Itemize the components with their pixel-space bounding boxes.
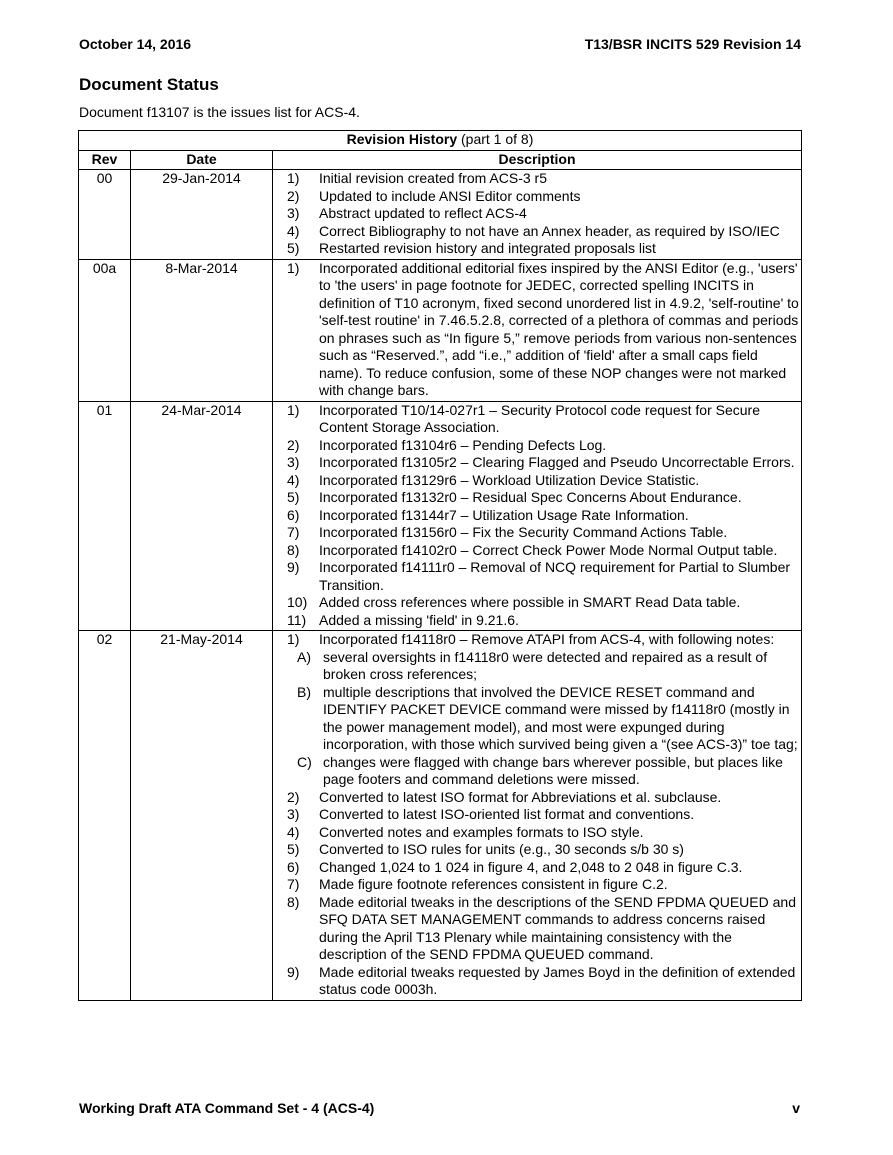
list-item-number: 1) <box>287 631 300 647</box>
list-item <box>287 260 801 400</box>
table-row <box>79 401 802 631</box>
list-item <box>287 205 801 223</box>
list-item <box>287 170 801 188</box>
list-item-number: 3) <box>287 205 300 221</box>
list-item-number: 3) <box>287 454 300 470</box>
list-item-number: 2) <box>287 788 300 805</box>
table-caption <box>79 131 802 151</box>
footer-page-number: v <box>792 1100 800 1116</box>
list-item-text: Changed 1,024 to 1 024 in figure 4, and 2,048 to 2 048 in figure C.3. <box>319 858 743 875</box>
list-item <box>287 876 801 894</box>
list-item-text: Abstract updated to reflect ACS-4 <box>319 205 527 221</box>
list-item-number: 6) <box>287 506 300 523</box>
list-item <box>287 859 801 877</box>
list-item <box>287 964 801 999</box>
rev-cell: 00 <box>79 170 131 260</box>
list-item-text: several oversights in f14118r0 were detected and repaired as a result of broken cross references; <box>323 648 768 682</box>
table-row <box>79 170 802 260</box>
table-row <box>79 631 802 1001</box>
list-item-text: Incorporated f13132r0 – Residual Spec Concerns About Endurance. <box>319 489 742 505</box>
list-item <box>287 437 801 455</box>
list-item <box>287 240 801 258</box>
list-item-text: Incorporated f14118r0 – Remove ATAPI from ACS-4, with following notes: <box>319 631 775 647</box>
list-item-text: Incorporated f14111r0 – Removal of NCQ requirement for Partial to Slumber Transition. <box>319 559 791 593</box>
revision-history-table <box>78 130 802 1001</box>
list-item-number: 5) <box>287 240 300 256</box>
list-item-number: 2) <box>287 187 300 204</box>
date-cell: 24-Mar-2014 <box>131 401 273 631</box>
list-item <box>287 594 801 612</box>
date-cell: 21-May-2014 <box>131 631 273 1001</box>
list-item-number: 8) <box>287 893 300 910</box>
list-item <box>287 789 801 807</box>
list-item-text: Converted to ISO rules for units (e.g., 30 seconds s/b 30 s) <box>319 841 684 857</box>
list-item-number: C) <box>297 753 312 770</box>
list-item-text: Converted to latest ISO format for Abbreviations et al. subclause. <box>319 788 722 805</box>
rev-cell: 00a <box>79 259 131 401</box>
list-item-text: Initial revision created from ACS-3 r5 <box>319 170 547 186</box>
header-date: October 14, 2016 <box>79 36 192 52</box>
list-item-number: 8) <box>287 541 300 558</box>
list-item-text: Incorporated f13144r7 – Utilization Usage Rate Information. <box>319 506 689 523</box>
list-item-text: Added a missing 'field' in 9.21.6. <box>319 611 519 628</box>
list-item <box>287 631 801 649</box>
list-item-text: Incorporated f13129r6 – Workload Utilization Device Statistic. <box>319 471 700 488</box>
list-item <box>287 841 801 859</box>
table-caption-bold: Revision History <box>346 131 458 147</box>
list-item-text: Converted to latest ISO-oriented list format and conventions. <box>319 806 695 822</box>
list-item-number: 6) <box>287 858 300 875</box>
list-item <box>287 188 801 206</box>
rev-cell: 02 <box>79 631 131 1001</box>
table-body <box>79 170 802 1001</box>
list-item-number: 1) <box>287 170 300 186</box>
list-item-text: Correct Bibliography to not have an Annex header, as required by ISO/IEC <box>319 222 780 239</box>
list-item-number: 10) <box>287 594 308 610</box>
list-item-text: Incorporated additional editorial fixes inspired by the ANSI Editor (e.g., 'users' to 'the users' in page footnote for JEDEC, corrected spelling INCITS in definition of T10 acronym, fixed second unordered list in 4.9.2, 'self-routine' to 'self-test routine' in 7.46.5.2.8, corrected of a plethora of commas and periods on phrases such as “In figure 5,” remove periods from various non-sentences such as “Reserved.”, add “i.e.,” addition of 'field' after a small caps field name). To reduce confusion, some of these NOP changes were not marked with change bars. <box>319 259 799 398</box>
list-item-number: 7) <box>287 876 300 892</box>
list-item-number: B) <box>297 683 311 700</box>
list-item-text: multiple descriptions that involved the DEVICE RESET command and IDENTIFY PACKET DEVICE command were missed by f14118r0 (mostly in the power management model), and most were expunged during incorporation, with those which survived being given a “(see ACS-3)” toe tag; <box>323 683 798 752</box>
table-caption-rest: (part 1 of 8) <box>457 131 534 147</box>
column-header-rev: Rev <box>79 151 131 170</box>
date-cell: 29-Jan-2014 <box>131 170 273 260</box>
list-item-text: Made figure footnote references consistent in figure C.2. <box>319 876 668 892</box>
list-item-number: 7) <box>287 524 300 540</box>
description-cell <box>273 259 802 401</box>
list-item-number: 9) <box>287 963 300 980</box>
list-item <box>287 894 801 964</box>
list-item-number: 9) <box>287 559 300 575</box>
list-item <box>287 612 801 630</box>
date-cell: 8-Mar-2014 <box>131 259 273 401</box>
description-cell <box>273 401 802 631</box>
sub-list-item <box>287 649 801 684</box>
list-item <box>287 524 801 542</box>
list-item-number: 3) <box>287 806 300 822</box>
list-item-text: Added cross references where possible in SMART Read Data table. <box>319 594 741 610</box>
list-item-text: Incorporated f13156r0 – Fix the Security Command Actions Table. <box>319 524 728 540</box>
table-row <box>79 259 802 401</box>
list-item-number: 4) <box>287 823 300 840</box>
header-document-id: T13/BSR INCITS 529 Revision 14 <box>584 36 801 52</box>
footer-title: Working Draft ATA Command Set - 4 (ACS-4) <box>79 1100 375 1116</box>
list-item-text: Incorporated f14102r0 – Correct Check Power Mode Normal Output table. <box>319 541 778 558</box>
list-item-text: changes were flagged with change bars wherever possible, but places like page footers and command deletions were missed. <box>323 753 783 787</box>
list-item-text: Incorporated T10/14-027r1 – Security Protocol code request for Secure Content Storage Association. <box>319 401 760 435</box>
column-header-date: Date <box>131 151 273 170</box>
description-cell <box>273 631 802 1001</box>
list-item-number: 4) <box>287 222 300 239</box>
list-item-number: 2) <box>287 436 300 453</box>
list-item-number: A) <box>297 648 311 665</box>
list-item-text: Updated to include ANSI Editor comments <box>319 187 581 204</box>
intro-text: Document f13107 is the issues list for ACS-4. <box>79 104 360 120</box>
list-item <box>287 542 801 560</box>
list-item-number: 5) <box>287 489 300 505</box>
list-item <box>287 824 801 842</box>
rev-cell: 01 <box>79 401 131 631</box>
list-item <box>287 402 801 437</box>
list-item-text: Incorporated f13105r2 – Clearing Flagged and Pseudo Uncorrectable Errors. <box>319 454 795 470</box>
list-item-text: Converted notes and examples formats to ISO style. <box>319 823 644 840</box>
list-item-text: Incorporated f13104r6 – Pending Defects Log. <box>319 436 607 453</box>
list-item <box>287 454 801 472</box>
description-cell <box>273 170 802 260</box>
list-item-number: 1) <box>287 259 300 276</box>
list-item-text: Restarted revision history and integrated proposals list <box>319 240 656 256</box>
list-item <box>287 489 801 507</box>
list-item-number: 11) <box>287 611 307 628</box>
list-item <box>287 559 801 594</box>
list-item-number: 4) <box>287 471 300 488</box>
list-item <box>287 507 801 525</box>
list-item-number: 1) <box>287 401 300 418</box>
list-item <box>287 806 801 824</box>
list-item-number: 5) <box>287 841 300 857</box>
section-title: Document Status <box>79 75 219 94</box>
list-item-text: Made editorial tweaks in the descriptions of the SEND FPDMA QUEUED and SFQ DATA SET MANAGEMENT commands to address concerns raised during the April T13 Plenary while maintaining consistency with the description of the SEND FPDMA QUEUED command. <box>319 893 796 962</box>
list-item <box>287 223 801 241</box>
list-item <box>287 472 801 490</box>
sub-list-item <box>287 684 801 754</box>
sub-list-item <box>287 754 801 789</box>
column-header-description: Description <box>273 151 802 170</box>
list-item-text: Made editorial tweaks requested by James Boyd in the definition of extended status code 0003h. <box>319 963 796 997</box>
